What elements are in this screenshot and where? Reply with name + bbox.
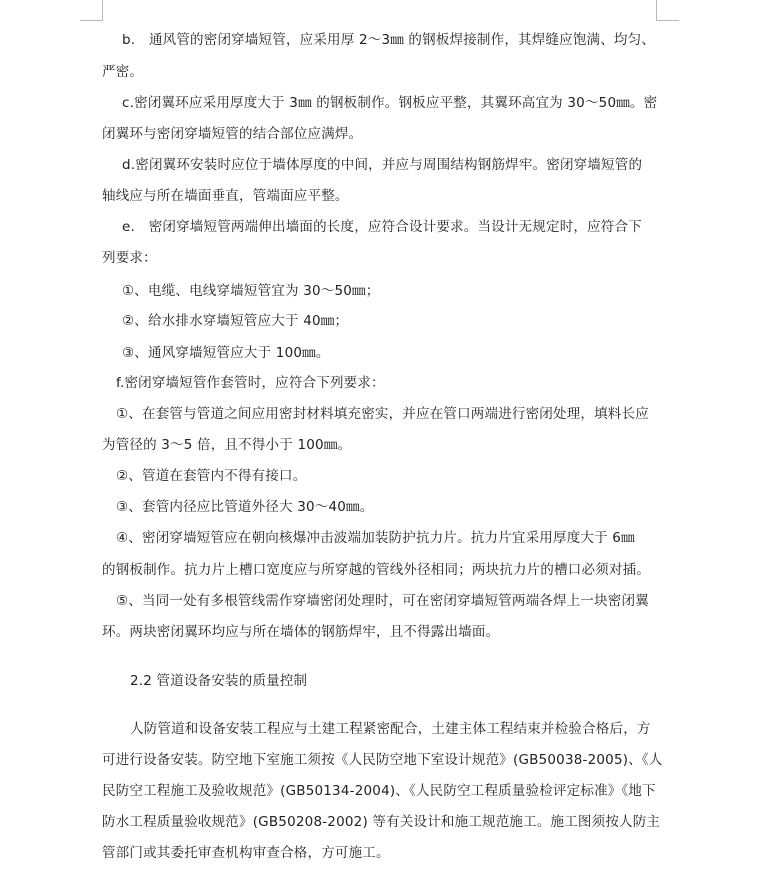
text-line: 防水工程质量验收规范》(GB50208-2002) 等有关设计和施工规范施工。施工图须按人防主 <box>102 814 661 830</box>
text-line: 人防管道和设备安装工程应与土建工程紧密配合，土建主体工程结束并检验合格后，方 <box>130 721 651 737</box>
text-line: 环。两块密闭翼环均应与所在墙体的钢筋焊牢，且不得露出墙面。 <box>102 624 500 640</box>
text-line: 轴线应与所在墙面垂直，管端面应平整。 <box>102 188 349 204</box>
text-line: c.密闭翼环应采用厚度大于 3㎜ 的钢板制作。钢板应平整，其翼环高宜为 30～50㎜。密 <box>122 95 658 111</box>
text-line: 列要求： <box>102 250 157 266</box>
list-item: ⑤、当同一处有多根管线需作穿墙密闭处理时，可在密闭穿墙短管两端各焊上一块密闭翼 <box>116 593 649 609</box>
list-item: ②、给水排水穿墙短管应大于 40㎜； <box>122 313 349 329</box>
margin-corner-mark-left <box>80 0 103 21</box>
text-line: e. 密闭穿墙短管两端伸出墙面的长度，应符合设计要求。当设计无规定时，应符合下 <box>122 219 642 235</box>
text-line: 严密。 <box>102 64 144 80</box>
text-line: 民防空工程施工及验收规范》(GB50134-2004)、《人民防空工程质量验检评定标准》《地下 <box>102 783 656 799</box>
list-item: ③、通风穿墙短管应大于 100㎜。 <box>122 345 330 361</box>
text-line: f.密闭穿墙短管作套管时，应符合下列要求： <box>116 375 385 391</box>
list-item: ②、管道在套管内不得有接口。 <box>116 468 307 484</box>
margin-corner-mark-right <box>656 0 679 21</box>
text-line: 的钢板制作。抗力片上槽口宽度应与所穿越的管线外径相同；两块抗力片的槽口必须对插。 <box>102 562 650 578</box>
text-line: d.密闭翼环安装时应位于墙体厚度的中间，并应与周围结构钢筋焊牢。密闭穿墙短管的 <box>122 157 643 173</box>
text-line: 为管径的 3～5 倍，且不得小于 100㎜。 <box>102 437 352 453</box>
text-line: b. 通风管的密闭穿墙短管，应采用厚 2～3㎜ 的钢板焊接制作，其焊缝应饱满、均匀、 <box>122 32 656 48</box>
list-item: ①、电缆、电线穿墙短管宜为 30～50㎜； <box>122 283 380 299</box>
list-item: ④、密闭穿墙短管应在朝向核爆冲击波端加装防护抗力片。抗力片宜采用厚度大于 6㎜ <box>116 530 635 546</box>
section-heading: 2.2 管道设备安装的质量控制 <box>130 673 308 689</box>
text-line: 闭翼环与密闭穿墙短管的结合部位应满焊。 <box>102 126 363 142</box>
text-line: 管部门或其委托审查机构审查合格，方可施工。 <box>102 845 390 861</box>
list-item: ③、套管内径应比管道外径大 30～40㎜。 <box>116 499 374 515</box>
list-item: ①、在套管与管道之间应用密封材料填充密实，并应在管口两端进行密闭处理，填料长应 <box>116 406 649 422</box>
text-line: 可进行设备安装。防空地下室施工须按《人民防空地下室设计规范》(GB50038-2005)、《人 <box>102 752 663 768</box>
